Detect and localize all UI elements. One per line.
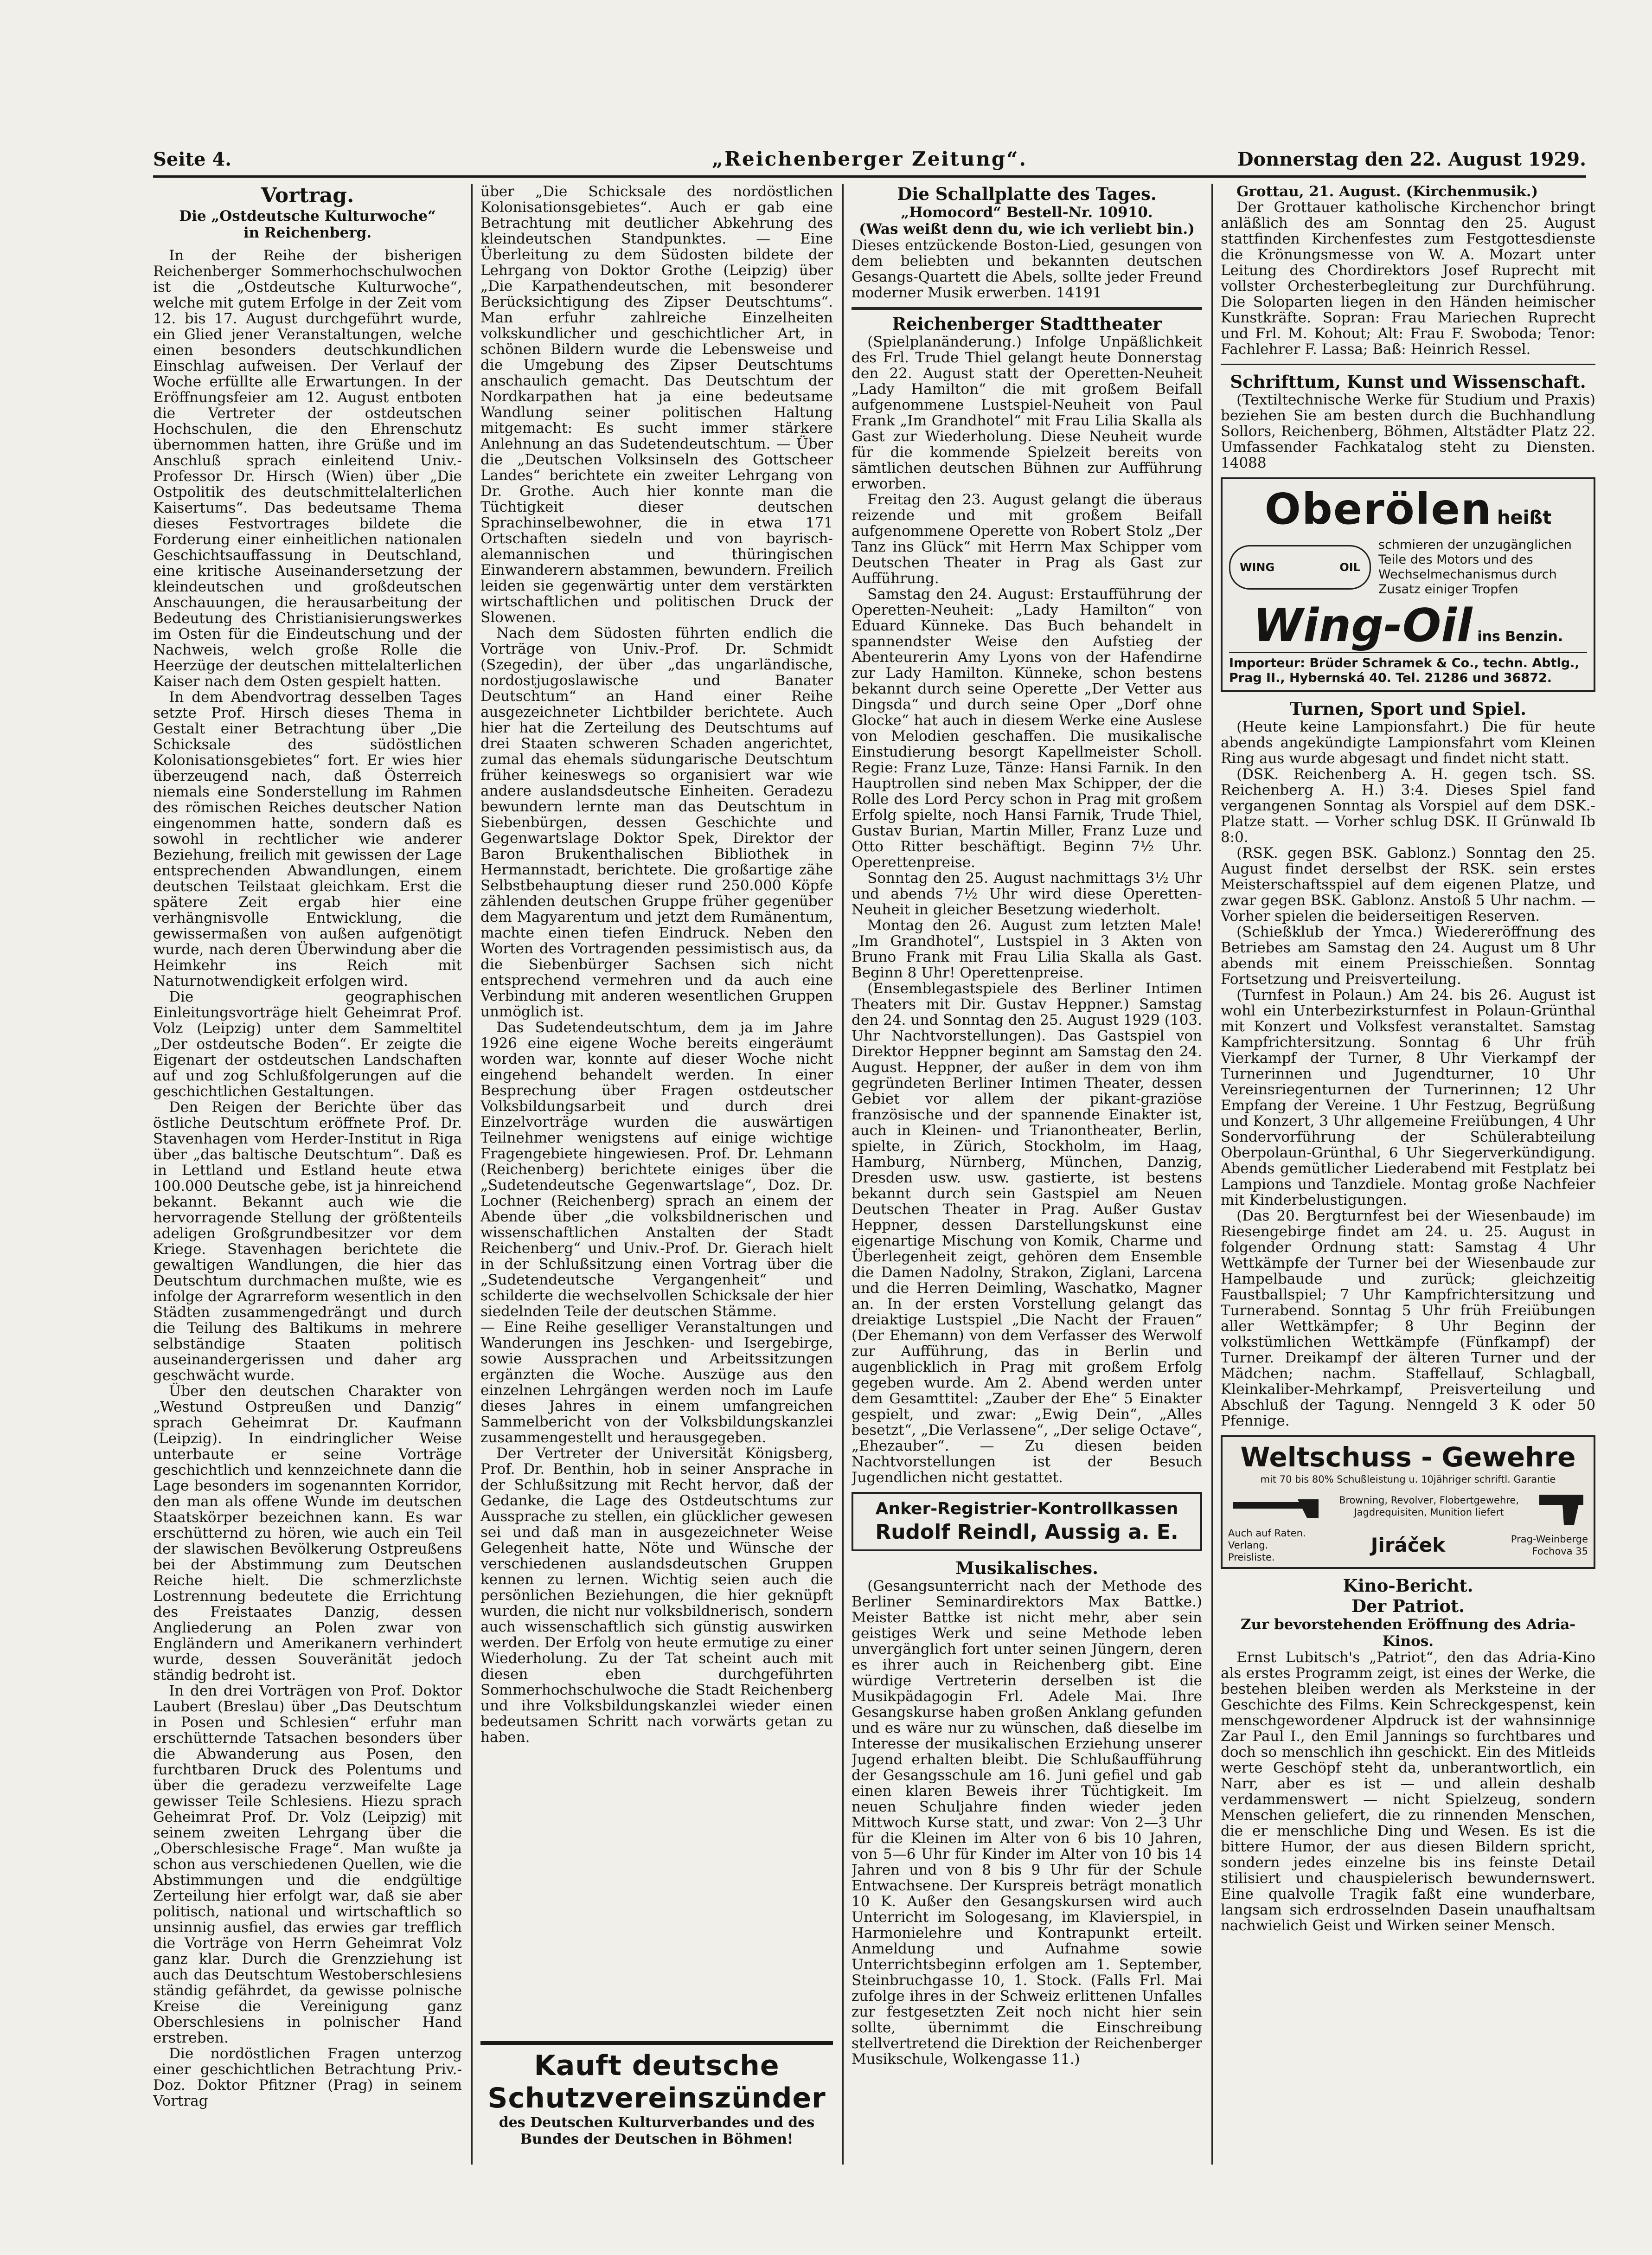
column-rule xyxy=(842,184,844,2165)
section-subtitle: „Homocord“ Bestell-Nr. 10910. xyxy=(901,204,1153,221)
ad-brand: Wing-Oil xyxy=(1253,599,1473,652)
article-paragraph: Das Sudetendeutschtum, dem ja im Jahre 1926 eine eigene Woche bereits eingeräumt worden war, konnte auf dieser Woche nicht eingehend behandelt werden. In einer Besprechung über Fragen ostdeutscher Volksbildungsarbeit und durch drei Einzelvorträge wurden die auswärtigen Teilnehmer wenigstens auf einige wichtige Fragengebiete hingewiesen. Prof. Dr. Lehmann (Reichenberg) berichtete einiges über die „Sudetendeutsche Gegenwartslage“, Doz. Dr. Lochner (Reichenberg) sprach an einem der Abende über „die volksbildnerischen und wissenschaftlichen Anstalten der Stadt Reichenberg“ und Univ.-Prof. Dr. Gierach hielt in der Schlußsitzung einen Vortrag über die „Sudetendeutsche Vergangenheit“ und schilderte die wechselvollen Schicksale der hier siedelnden Teile der deutschen Stämme. xyxy=(480,1019,833,1320)
article-tagline: Zur bevorstehenden Eröffnung des Adria-Kinos. xyxy=(1240,1616,1576,1650)
badge-wing: WING xyxy=(1240,561,1275,574)
ad-line: Anker-Registrier-Kontrollkassen xyxy=(875,1499,1178,1518)
article-paragraph: Über den deutschen Charakter von „Westund Ostpreußen und Danzig“ sprach Geheimrat Dr. Kaufmann (Leipzig). In eindringlicher Weise unterbaute er seine Vorträge geschichtlich und kennzeichnete dann die Lage besonders im sogenannten Korridor, den man als offene Wunde im deutschen Staatskörper bezeichnen kann. Es war erschütternd zu hören, wie auch ein Teil der slawischen Bevölkerung Ostpreußens bei der Abstimmung zum Deutschen Reiche hielt. Die schmerzlichste Lostrennung bedeutete die Errichtung des Freistaates Danzig, dessen Angliederung an Polen zwar von Engländern und Amerikanern verhindert wurde, dessen Souveränität jedoch ständig bedroht ist. xyxy=(153,1383,462,1683)
ad-dealer: Jiráček xyxy=(1370,1534,1446,1556)
ad-headline: Oberölen xyxy=(1264,484,1492,534)
ad-brand-suffix: ins Benzin. xyxy=(1477,629,1563,645)
oil-can-icon xyxy=(1229,545,1371,590)
column-rule xyxy=(471,184,473,2165)
badge-oil: OIL xyxy=(1339,561,1360,574)
ad-installments: Auch auf Raten. Verlang. Preisliste. xyxy=(1228,1528,1306,1563)
record-tagline: (Was weißt denn du, wie ich verliebt bin.) xyxy=(859,221,1195,238)
article-paragraph: (DSK. Reichenberg A. H. gegen tsch. SS. Reichenberg A. H.) 3:4. Dieses Spiel fand vergangenen Sonntag als Vorspiel auf dem DSK.-Platze statt. — Vorher schlug DSK. II Grünwald Ib 8:0. xyxy=(1221,766,1595,846)
article-paragraph: Nach dem Südosten führten endlich die Vorträge von Univ.-Prof. Dr. Schmidt (Szegedin), der über „das ungarländische, nordostjugoslawische und Banater Deutschtum“ an Hand einer Reihe ausgezeichneter Lichtbilder berichtete. Auch hier hat die Zerteilung des Deutschtums auf drei Staaten schweren Schaden angerichtet, zumal das ehemals südungarische Deutschtum früher keineswegs so organisiert war wie andere auslandsdeutsche Einheiten. Geradezu bewundern lernte man das Deutschtum in Siebenbürgen, dessen Geschichte und Gegenwartslage Doktor Spek, Direktor der Baron Brukenthalischen Bibliothek in Hermannstadt, berichtete. Die großartige zähe Selbstbehauptung dieser rund 250.000 Köpfe zählenden deutschen Gruppe früher gegenüber dem Magyarentum und jetzt dem Rumänentum, machte einen tiefen Eindruck. Neben den Worten des Vortragenden pessimistisch aus, da die Siebenbürger Sachsen sich nicht entsprechend vermehren und da auch eine Verbindung mit anderen wesentlichen Gruppen unmöglich ist. xyxy=(480,625,833,1020)
weltschuss-ad xyxy=(1221,1435,1595,1569)
section-title: Musikalisches. xyxy=(955,1558,1098,1578)
column-4 xyxy=(1221,184,1595,2160)
wing-oil-ad xyxy=(1221,477,1595,692)
article-paragraph: (Ensemblegastspiele des Berliner Intimen Theaters mit Dir. Gustav Heppner.) Samstag den 24. und Sonntag den 25. August 1929 (103. Uhr Nachtvorstellungen). Das Gastspiel von Direktor Heppner beginnt am Samstag den 24. August. Heppner, der außer in dem von ihm gegründeten Berliner Intimen Theater, dessen Gebiet vor allem der pikant-graziöse französische und der spannende Einakter ist, auch in Kleinen- und Trianontheater, Berlin, spielte, in Zürich, Stockholm, im Haag, Hamburg, Nürnberg, München, Danzig, Dresden usw. usw. gastierte, ist bestens bekannt durch sein Gastspiel am Neuen Deutschen Theater in Prag. Außer Gustav Heppner, dessen Darstellungskunst eine eigenartige Mischung von Komik, Charme und Überlegenheit zeigt, gehören dem Ensemble die Damen Nadolny, Strakon, Ziglani, Larcena und die Herren Deimling, Waschatko, Magner an. In der ersten Vorstellung gelangt das dreiaktige Lustspiel „Die Nacht der Frauen“ (Der Ehemann) von dem Verfasser des Werwolf zur Aufführung, das in Berlin und augenblicklich in Prag mit großem Erfolg gegeben wurde. Am 2. Abend werden unter dem Gesamttitel: „Zauber der Ehe“ 5 Einakter gespielt, und zwar: „Ewig Dein“, „Alles besetzt“, „Die Verlassene“, „Der selige Octave“, „Ehezauber“. — Zu diesen beiden Nachtvorstellungen ist der Besuch Jugendlichen nicht gestattet. xyxy=(852,980,1202,1486)
column-2 xyxy=(480,184,833,2035)
article-paragraph: Sonntag den 25. August nachmittags 3½ Uhr und abends 7½ Uhr wird diese Operetten-Neuheit in gleicher Besetzung wiederholt. xyxy=(852,870,1202,918)
article-paragraph: (Turnfest in Polaun.) Am 24. bis 26. August ist wohl ein Unterbezirksturnfest in Polaun-Grünthal mit Konzert und Volksfest veranstaltet. Samstag Kampfrichtersitzung. Sonntag 6 Uhr früh Vierkampf der Turner, 8 Uhr Vierkampf der Turnerinnen und Jugendturner, 10 Uhr Vereinsriegenturnen der Turnerinnen; 12 Uhr Empfang der Vereine. 1 Uhr Festzug, Begrüßung und Konzert, 3 Uhr allgemeine Freiübungen, 4 Uhr Sondervorführung der Schülerabteilung Oberpolaun-Grünthal, 6 Uhr Siegerverkündigung. Abends gemütlicher Liederabend mit Festplatz bei Lampions und Tanzdiele. Montag große Nachfeier mit Kinderbelustigungen. xyxy=(1221,987,1595,1208)
article-paragraph: (Spielplanänderung.) Infolge Unpäßlichkeit des Frl. Trude Thiel gelangt heute Donnerstag den 22. August statt der Operetten-Neuheit „Lady Hamilton“ die mit großem Beifall aufgenommene Lustspiel-Neuheit von Paul Frank „Im Grandhotel“ mit Frau Lilia Skalla als Gast zur Wiederholung. Diese Neuheit wurde für die kommende Spielzeit bereits von sämtlichen deutschen Bühnen zur Aufführung erworben. xyxy=(852,334,1202,492)
article-paragraph: — Eine Reihe geselliger Veranstaltungen und Wanderungen ins Jeschken- und Isergebirge, sowie Aussprachen und Arbeitssitzungen ergänzten die Woche. Auszüge aus den einzelnen Lehrgängen werden noch im Laufe dieses Jahres in einem umfangreichen Sammelbericht von der Volksbildungskanzlei zusammengestellt und herausgegeben. xyxy=(480,1319,833,1446)
ad-subline: des Deutschen Kulturverbandes und des Bundes der Deutschen in Böhmen! xyxy=(499,2114,815,2147)
article-subtitle: in Reichenberg. xyxy=(243,225,372,241)
section-title: Schrifttum, Kunst und Wissenschaft. xyxy=(1230,372,1586,392)
article-paragraph: (Schießklub der Ymca.) Wiedereröffnung des Betriebes am Samstag den 24. August um 8 Uhr abends mit einem Preisschießen. Sonntag Fortsetzung und Preisverteilung. xyxy=(1221,924,1595,988)
column-3 xyxy=(852,184,1202,2160)
article-paragraph: Die geographischen Einleitungsvorträge hielt Geheimrat Prof. Volz (Leipzig) unter dem Sammeltitel „Der ostdeutsche Boden“. Er zeigte die Eigenart der ostdeutschen Landschaften auf und zog Schlußfolgerungen auf die geschichtlichen Gestaltungen. xyxy=(153,989,462,1100)
article-paragraph: In der Reihe der bisherigen Reichenberger Sommerhochschulwochen ist die „Ostdeutsche Kulturwoche“, welche mit gutem Erfolge in der Zeit vom 12. bis 17. August durchgeführt wurde, ein Glied jener Veranstaltungen, welche einen besonders deutschkundlichen Einschlag aufweisen. Der Verlauf der Woche erfüllte alle Erwartungen. In der Eröffnungsfeier am 12. August entboten die Vertreter der ostdeutschen Hochschulen, die den Ehrenschutz übernommen hatten, ihre Grüße und im Anschluß sprach einleitend Univ.-Professor Dr. Hirsch (Wien) über „Die Ostpolitik des deutschmittelalterlichen Kaisertums“. Das bedeutsame Thema dieses Festvortrages bildete die Forderung einer einheitlichen nationalen Geschichtsauffassung in Deutschland, eine kritische Auseinandersetzung der kleindeutschen und großdeutschen Anschauungen, die herausarbeitung der Bedeutung des Christianisierungswerkes im Osten für die Eindeutschung und der Nachweis, welch große Rolle die Heerzüge der deutschen mittelalterlichen Kaiser nach dem Osten gespielt hatten. xyxy=(153,247,462,690)
article-headline: Grottau, 21. August. (Kirchenmusik.) xyxy=(1236,184,1538,200)
section-title: Die Schallplatte des Tages. xyxy=(897,184,1157,204)
column-1 xyxy=(153,184,462,2160)
article-paragraph: (Heute keine Lampionsfahrt.) Die für heute abends angekündigte Lampionsfahrt vom Kleinen Ring aus wurde abgesagt und findet nicht statt. xyxy=(1221,719,1595,767)
article-paragraph: In den drei Vorträgen von Prof. Doktor Laubert (Breslau) über „Das Deutschtum in Posen und Schlesien“ erfuhr man erschütternde Tatsachen besonders über die Abwanderung aus Posen, den furchtbaren Druck des Polentums und über die geradezu verzweifelte Lage gewisser Teile Schlesiens. Hiezu sprach Geheimrat Prof. Dr. Volz (Leipzig) mit seinem zweiten Lehrgang über die „Oberschlesische Frage“. Man wußte ja schon aus verschiedenen Quellen, wie die Abstimmungen und die endgültige Zerteilung hier erfolgt war, daß sie aber politisch, national und wirtschaftlich so unsinnig ausfiel, das erwies gar trefflich die Vorträge von Herrn Geheimrat Volz ganz klar. Durch die Grenzziehung ist auch das Deutschtum Westoberschlesiens ständig gefährdet, da gewisse polnische Kreise die Vereinigung ganz Oberschlesiens in polnischer Hand erstreben. xyxy=(153,1683,462,2046)
article-paragraph: Die nordöstlichen Fragen unterzog einer geschichtlichen Betrachtung Priv.-Doz. Doktor Pfitzner (Prag) in seinem Vortrag xyxy=(153,2045,462,2109)
article-paragraph: Samstag den 24. August: Erstaufführung der Operetten-Neuheit: „Lady Hamilton“ von Eduard Künneke. Das Buch behandelt in spannendster Weise den Aufstieg der Abenteurerin Amy Lyons von der Hafendirne zur Lady Hamilton. Künneke, schon bestens bekannt durch seine Operette „Der Vetter aus Dingsda“ und durch seine Oper „Dorf ohne Glocke“ hat auch in diesem Werke eine Auslese von Melodien geschaffen. Die musikalische Einstudierung besorgt Kapellmeister Scholl. Regie: Franz Luze, Tänze: Hansi Farnik. In den Hauptrollen sind neben Max Schipper, der die Rolle des Lord Percy schon in Prag mit großem Erfolg spielte, noch Hansi Farnik, Trude Thiel, Gustav Burian, Martin Miller, Franz Luze und Otto Ritter beschäftigt. Beginn 7½ Uhr. Operettenpreise. xyxy=(852,586,1202,871)
page-number: Seite 4. xyxy=(153,148,232,170)
ad-products: Browning, Revolver, Flobertgewehre, Jagdrequisiten, Munition liefert xyxy=(1338,1495,1519,1518)
article-paragraph: Montag den 26. August zum letzten Male! „Im Grandhotel“, Lustspiel in 3 Akten von Bruno Frank mit Frau Lilia Skalla als Gast. Beginn 8 Uhr! Operettenpreise. xyxy=(852,917,1202,981)
article-paragraph: Den Reigen der Berichte über das östliche Deutschtum eröffnete Prof. Dr. Stavenhagen vom Herder-Institut in Riga über „das baltische Deutschtum“. Daß es in Lettland und Estland heute etwa 100.000 Deutsche gebe, ist ja hinreichend bekannt. Bekannt auch wie die hervorragende Stellung der größtenteils adeligen Großgrundbesitzer vor dem Kriege. Stavenhagen berichtete die gewaltigen Wandlungen, die hier das Deutschtum durchmachen mußte, wie es infolge der Agrarreform wesentlich in den Städten zusammengedrängt und durch die Teilung des Baltikums in mehrere selbständige Staaten politisch auseinandergerissen und daher arg geschwächt wurde. xyxy=(153,1099,462,1384)
rifle-icon xyxy=(1228,1485,1321,1527)
section-title: Kino-Bericht. xyxy=(1343,1575,1473,1596)
newspaper-title: „Reichenberger Zeitung“. xyxy=(711,148,1028,170)
ad-line: Rudolf Reindl, Aussig a. E. xyxy=(875,1520,1178,1544)
page-header xyxy=(153,148,1586,178)
ad-headline: Weltschuss - Gewehre xyxy=(1240,1441,1576,1473)
article-paragraph: Freitag den 23. August gelangt die überaus reizende und mit großem Beifall aufgenommene Operette von Robert Stolz „Der Tanz ins Glück“ mit Herrn Max Schipper vom Deutschen Theater in Prag als Gast zur Aufführung. xyxy=(852,491,1202,587)
article-paragraph: Der Grottauer katholische Kirchenchor bringt anläßlich des am Sonntag den 25. August stattfinden Kirchenfestes zum Festgottesdienste die Krönungsmesse von W. A. Mozart unter Leitung des Chordirektors Josef Ruprecht mit vollster Orchesterbegleitung zur Durchführung. Die Soloparten liegen in den Händen heimischer Kunstkräfte. Sopran: Frau Mariechen Ruprecht und Frl. M. Kohout; Alt: Frau F. Swoboda; Tenor: Fachlehrer F. Lassa; Baß: Heinrich Ressel. xyxy=(1221,199,1595,358)
ad-importer: Importeur: Brüder Schramek & Co., techn. Abtlg., Prag II., Hybernská 40. Tel. 21286 und 36872. xyxy=(1229,652,1587,686)
article-paragraph: Ernst Lubitsch's „Patriot“, den das Adria-Kino als erstes Programm zeigt, ist eines der Werke, die bestehen bleiben werden als Merksteine in der Geschichte des Films. Kein Schreckgespenst, kein menschgewordener Alpdruck ist der wahnsinnige Zar Paul I., den Emil Jannings so furchtbares und doch so menschlich ihn geschickt. Ein des Mitleids werte Geschöpf steht da, unberantwortlich, ein Narr, aber es ist — und allein deshalb verdammenswert — nicht Spielzeug, sondern Menschen geliefert, die zu rinnenden Menschen, die er menschliche Ding und Wesen. Es ist die bittere Humor, der aus diesen Bildern spricht, sondern jedes einzelne bis ins feinste Detail stilisiert und chauspielerisch bewundernswert. Eine qualvolle Tragik faßt eine wunderbare, langsam sich erdrosselnden Dasein unaufhaltsam nachwielich Geist und Wirken seiner Mensch. xyxy=(1221,1649,1595,1934)
section-title: Turnen, Sport und Spiel. xyxy=(1289,699,1527,719)
section-subtitle: Der Patriot. xyxy=(1351,1596,1465,1616)
article-paragraph: Dieses entzückende Boston-Lied, gesungen von dem beliebten und bekannten deutschen Gesangs-Quartett die Abels, sollte jeder Freund moderner Musik erwerben. 14191 xyxy=(852,237,1202,301)
ad-headline: Kauft deutsche Schutzvereinszünder xyxy=(487,2049,826,2114)
pistol-icon xyxy=(1537,1485,1588,1527)
ad-headline-suffix: heißt xyxy=(1497,507,1552,528)
ad-address: Prag-Weinberge Fochova 35 xyxy=(1511,1534,1588,1557)
column-rule xyxy=(1211,184,1213,2165)
schutzverein-ad xyxy=(480,2041,833,2145)
article-paragraph: (Gesangsunterricht nach der Methode des Berliner Seminardirektors Max Battke.) Meister Battke ist nicht mehr, aber sein geistiges Werk und seine Methode leben unvergänglich fort unter seinen Jüngern, deren es ihrer auch in Reichenberg gibt. Eine würdige Vertreterin derselben ist die Musikpädagogin Frl. Adele Mai. Ihre Gesangskurse haben großen Anklang gefunden und es wäre nur zu wünschen, daß dieselbe im Interesse der musikalischen Erziehung unserer Jugend erhalten bleibt. Die Schlußaufführung der Gesangsschule am 16. Juni gefiel und gab einen klaren Beweis ihrer Tüchtigkeit. Im neuen Schuljahre finden wieder jeden Mittwoch Kurse statt, und zwar: Von 2—3 Uhr für die Kleinen im Alter von 6 bis 10 Jahren, von 5—6 Uhr für Kinder im Alter von 10 bis 14 Jahren und von 8 bis 9 Uhr für der Schule Entwachsene. Der Kurspreis beträgt monatlich 10 K. Außer den Gesangskursen wird auch Unterricht im Sologesang, im Klavierspiel, in Harmonielehre und Kontrapunkt erteilt. Anmeldung und Aufnahme sowie Unterrichtsbeginn erfolgen am 1. September, Steinbruchgasse 10, 1. Stock. (Falls Frl. Mai zufolge ihres in der Schweiz erlittenen Unfalles zur festgesetzten Zeit noch nicht hier sein sollte, übernimmt die Einschreibung stellvertretend die Direktion der Reichenberger Musikschule, Wolkengasse 11.) xyxy=(852,1578,1202,2068)
article-paragraph: In dem Abendvortrag desselben Tages setzte Prof. Hirsch dieses Thema in Gestalt einer Betrachtung über „Die Schicksale des südöstlichen Kolonisationsgebietes“ fort. Er wies hier überzeugend nach, daß Österreich niemals eine Sonderstellung im Rahmen des römischen Reiches deutscher Nation eingenommen hatte, sondern daß es sowohl in rechtlicher wie anderer Beziehung, freilich mit gewissen der Lage entsprechenden Abwandlungen, einem deutschen Teilstaat gleichkam. Erst die spätere Zeit ergab hier eine verhängnisvolle Entwicklung, die gewissermaßen von außen aufgenötigt wurde, nach deren Überwindung aber die Heimkehr ins Reich mit Naturnotwendigkeit erfolgen wird. xyxy=(153,689,462,989)
divider xyxy=(1221,364,1595,365)
divider xyxy=(852,307,1202,310)
section-title: Reichenberger Stadttheater xyxy=(892,314,1162,334)
article-subtitle: Die „Ostdeutsche Kulturwoche“ xyxy=(179,208,436,225)
ad-description: schmieren der unzugänglichen Teile des Motors und des Wechselmechanismus durch Zusatz einiger Tropfen xyxy=(1378,538,1572,597)
anker-ad xyxy=(852,1492,1202,1551)
article-paragraph: (RSK. gegen BSK. Gablonz.) Sonntag den 25. August findet derselbst der RSK. sein erstes Meisterschaftsspiel auf dem eigenen Platze, und zwar gegen BSK. Gablonz. Anstoß 5 Uhr nachm. — Vorher spielen die beiderseitigen Reserven. xyxy=(1221,845,1595,925)
article-paragraph: (Textiltechnische Werke für Studium und Praxis) beziehen Sie am besten durch die Buchhandlung Sollors, Reichenberg, Böhmen, Altstädter Platz 22. Umfassender Fachkatalog steht zu Diensten. 14088 xyxy=(1221,392,1595,471)
article-paragraph: (Das 20. Bergturnfest bei der Wiesenbaude) im Riesengebirge findet am 24. u. 25. August in folgender Ordnung statt: Samstag 4 Uhr Wettkämpfe der Turner bei der Wiesenbaude zur Hampelbaude und zurück; gleichzeitig Faustballspiel; 7 Uhr Kampfrichtersitzung und Turnerabend. Sonntag 5 Uhr früh Freiübungen aller Wettkämpfer; 8 Uhr Beginn der volkstümlichen Wettkämpfe (Fünfkampf) der Turner. Dreikampf der älteren Turner und der Mädchen; nachm. Staffellauf, Schlagball, Kleinkaliber-Mehrkampf, Preisverteilung und Abschluß der Tagung. Nenngeld 3 K oder 50 Pfennige. xyxy=(1221,1208,1595,1429)
ad-tagline: mit 70 bis 80% Schußleistung u. 10jähriger schriftl. Garantie xyxy=(1260,1474,1556,1485)
article-paragraph: über „Die Schicksale des nordöstlichen Kolonisationsgebietes“. Auch er gab eine Betrachtung mit deutlicher Abkehrung des kleindeutschen Standpunktes. — Eine Überleitung zu dem Südosten bildete der Lehrgang von Doktor Grothe (Leipzig) über „Die Karpathendeutschen, mit besonderer Berücksichtigung des Zipser Deutschtums“. Man erfuhr zahlreiche Einzelheiten volkskundlicher und geschichtlicher Art, in schönen Bildern wurde die Lebensweise und die Umgebung des Zipser Deutschtums anschaulich gemacht. Das Deutschtum der Nordkarpathen hat ja eine bedeutsame Wandlung seiner politischen Haltung mitgemacht: Es sucht immer stärkere Anlehnung an das Sudetendeutschtum. — Über die „Deutschen Volksinseln des Gottscheer Landes“ berichtete ein zweiter Lehrgang von Dr. Grothe. Auch hier konnte man die Tüchtigkeit dieser deutschen Sprachinselbewohner, die in etwa 171 Ortschaften siedeln und von bayrisch-alemannischen und thüringischen Einwanderern abstammen, bewundern. Freilich leiden sie gegenwärtig unter dem verstärkten wirtschaftlichen und politischen Druck der Slowenen. xyxy=(480,184,833,626)
article-paragraph: Der Vertreter der Universität Königsberg, Prof. Dr. Benthin, hob in seiner Ansprache in der Schlußsitzung mit Recht hervor, daß der Gedanke, die Lage des Ostdeutschtums zur Aussprache zu stellen, ein glücklicher gewesen sei und daß man in ausgezeichneter Weise Gelegenheit hatte, Nöte und Wünsche der verschiedenen auslandsdeutschen Gruppen kennen zu lernen. Wichtig seien auch die persönlichen Beziehungen, die hier geknüpft wurden, die nicht nur volksbildnerisch, sondern auch wissenschaftlich sich günstig auswirken werden. Der Erfolg von heute ermutige zu einer Wiederholung. Zu der Tat scheint auch mit diesen eben durchgeführten Sommerhochschulwoche die Stadt Reichenberg und ihre Volksbildungskanzlei wieder einen bedeutsamen Schritt nach vorwärts getan zu haben. xyxy=(480,1445,833,1746)
issue-date: Donnerstag den 22. August 1929. xyxy=(1237,148,1586,170)
article-title: Vortrag. xyxy=(261,184,354,207)
